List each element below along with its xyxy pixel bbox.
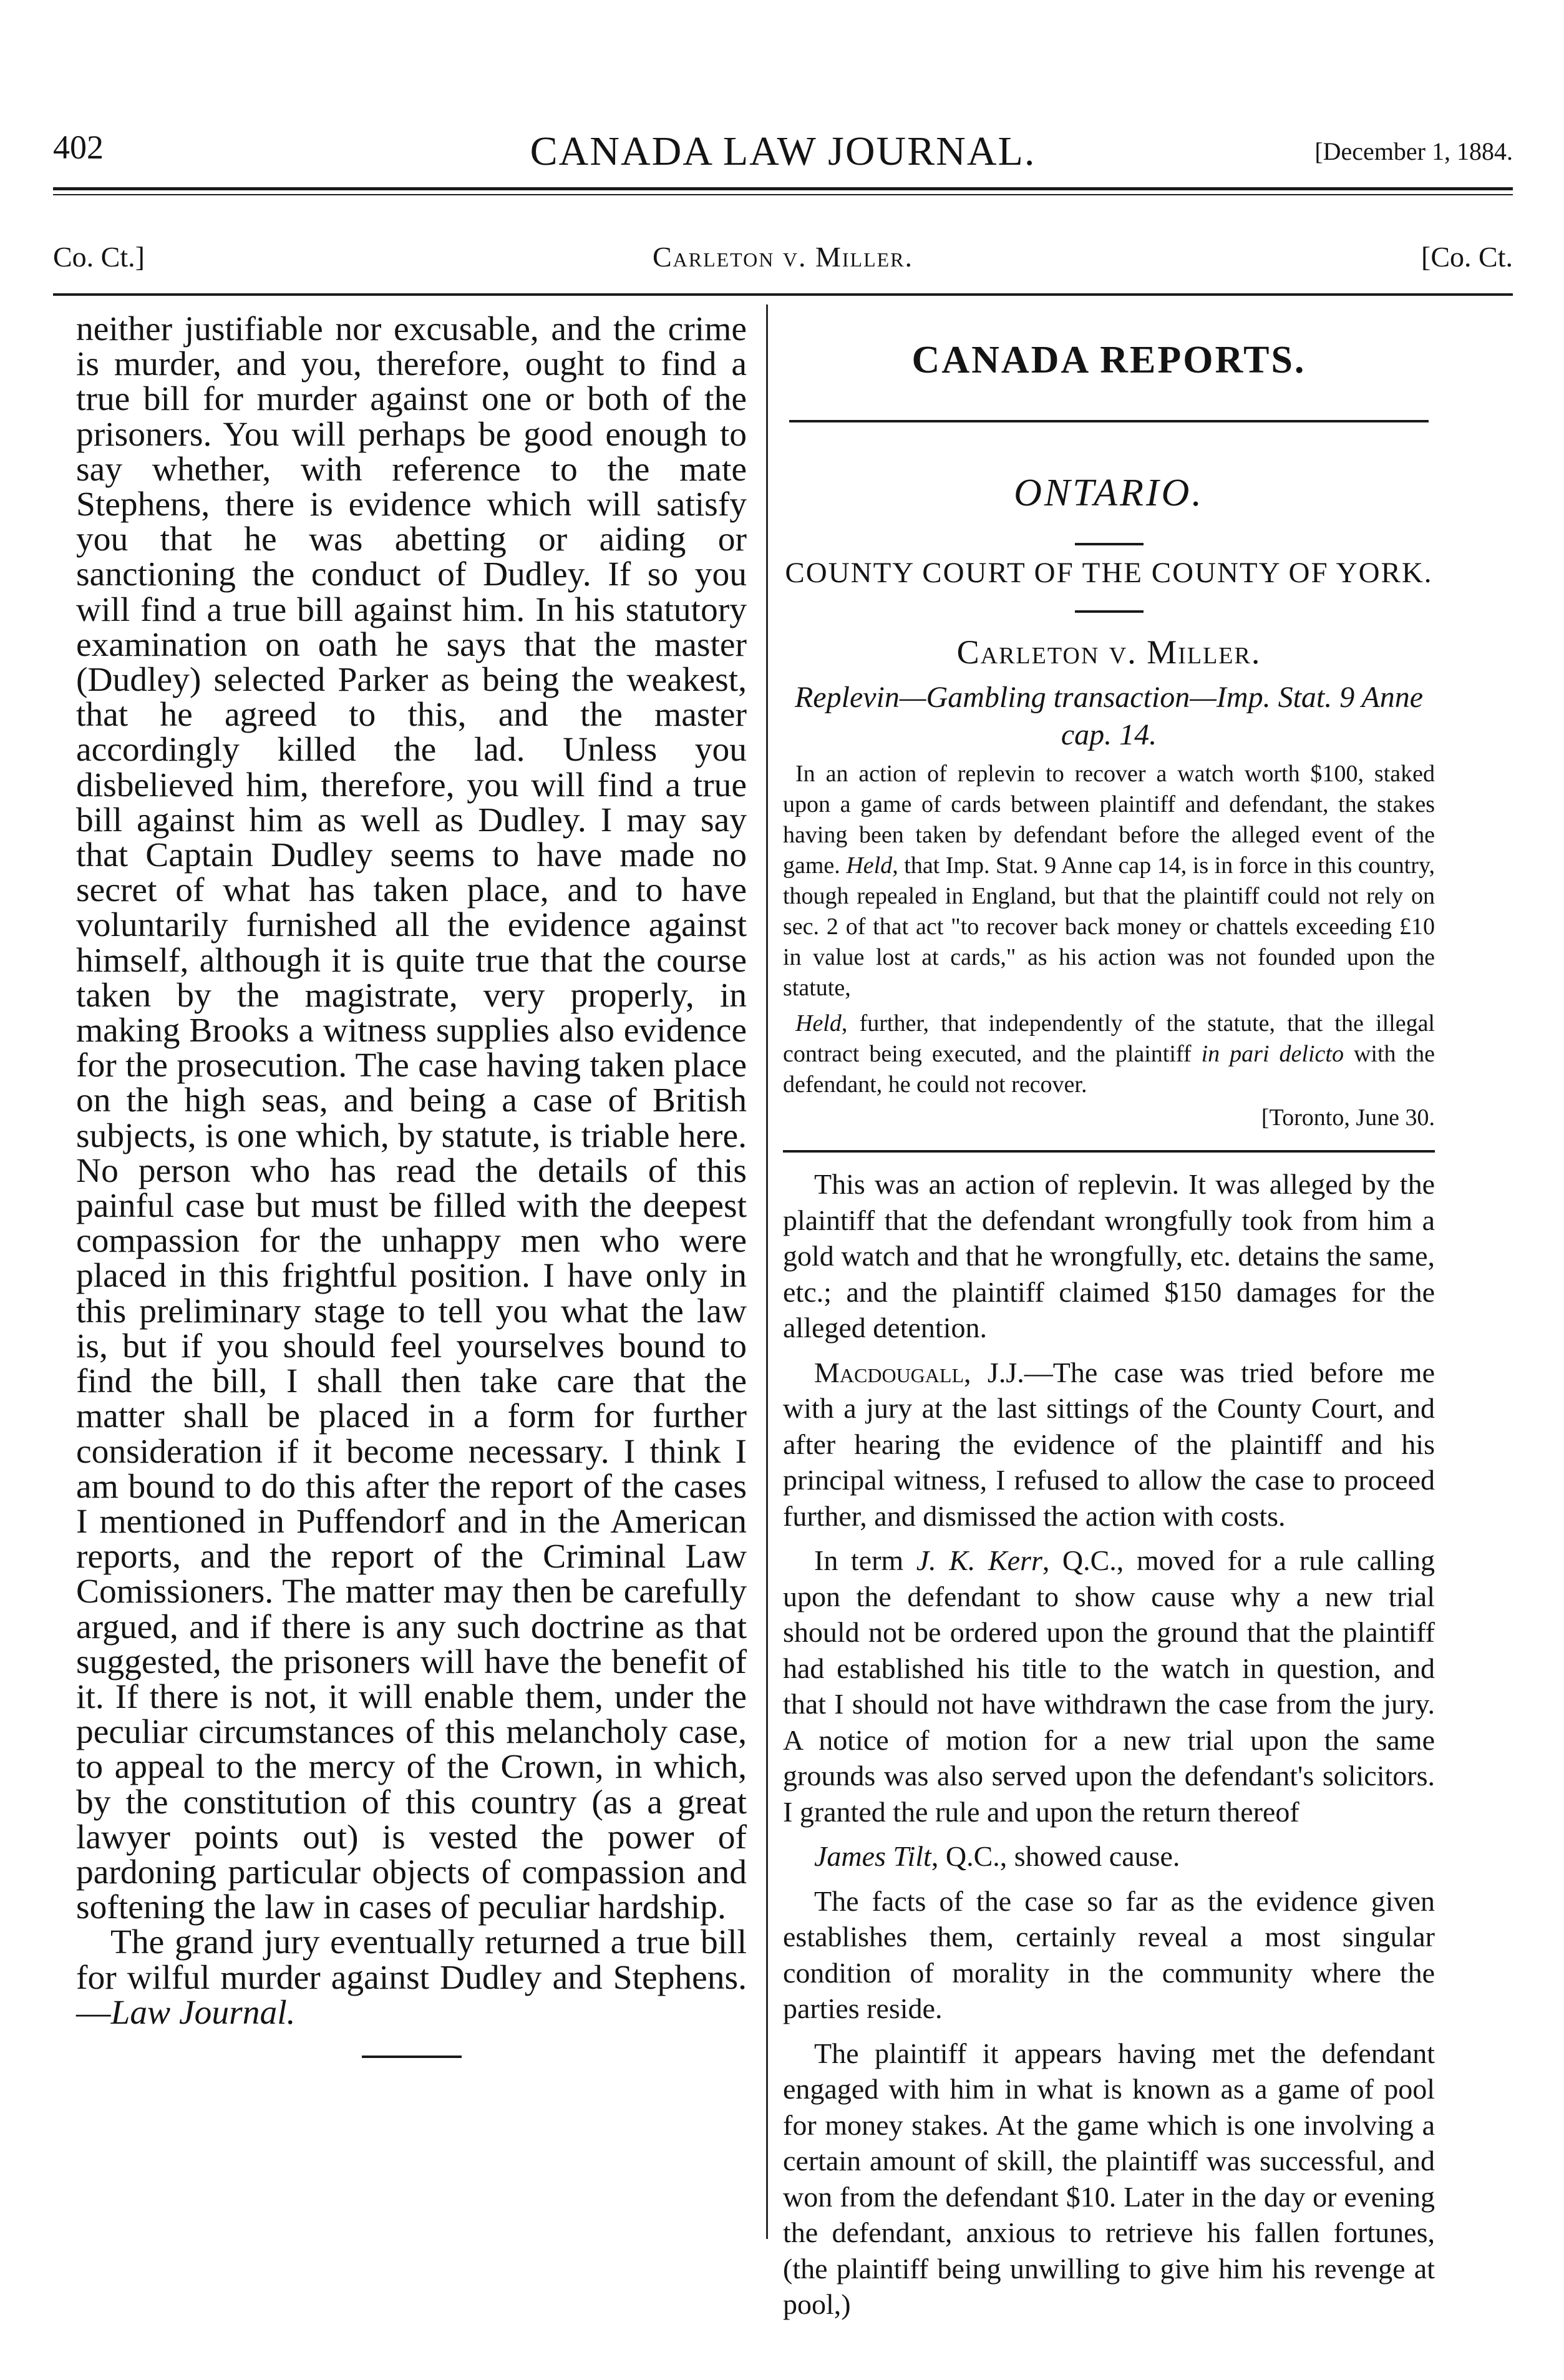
dateline: [Toronto, June 30. (1261, 1105, 1435, 1131)
right-column (783, 312, 1435, 2346)
counsel-name: James Tilt (814, 1840, 931, 1872)
counsel-name: J. K. Kerr (916, 1544, 1042, 1576)
body-paragraph: James Tilt, Q.C., showed cause. (814, 1840, 1180, 1872)
court-abbrev-left: Co. Ct.] (53, 241, 145, 273)
court-heading: COUNTY COURT OF THE COUNTY OF YORK. (785, 557, 1433, 589)
headnote-title: Replevin—Gambling transaction—Imp. Stat. 9 Anne cap. 14. (794, 681, 1423, 751)
body-paragraph: This was an action of replevin. It was alleged by the plaintiff that the defendant wrongfully took from him a gold watch and that he wrongfully, etc. detains the same, etc.; and the plaintiff claimed $150 damages for the alleged detention. (783, 1168, 1435, 1344)
left-column (76, 312, 747, 2265)
court-abbrev-right: [Co. Ct. (1421, 241, 1513, 273)
subheader-rule (53, 293, 1513, 296)
headnote-rule (783, 1150, 1435, 1153)
closing-source: Law Journal. (110, 1993, 296, 2032)
header-rule-thick (53, 187, 1513, 190)
case-name: Carleton v. Miller. (956, 633, 1261, 671)
headnote-paragraph: In an action of replevin to recover a watch worth $100, staked upon a game of cards between plaintiff and defendant, the stakes having been taken by defendant before the alleged event of the game. Held, that Imp. Stat. 9 Anne cap 14, is in force in this country, though repealed in England, but that the plaintiff could not rely on sec. 2 of that act "to recover back money or chattels exceeding £10 in value lost at cards," as his action was not founded upon the statute, (783, 761, 1435, 1001)
short-rule (1075, 543, 1144, 545)
closing-paragraph (76, 1925, 747, 2031)
issue-date: [December 1, 1884. (1314, 137, 1513, 165)
judge-name: Macdougall, J.J. (814, 1356, 1024, 1388)
charge-paragraph: neither justifiable nor excusable, and the crime is murder, and you, therefore, ought to find a true bill for murder against one or both of the prisoners. You will perhaps be good enough to say whether, with reference to the mate Stephens, there is evidence which will satisfy you that he was abetting or aiding or sanctioning the conduct of Dudley. If so you will find a true bill against him. In his statutory examination on oath he says that the master (Dudley) selected Parker as being the weakest, that he agreed to this, and the master accordingly killed the lad. Unless you disbelieved him, therefore, you will find a true bill against him as well as Dudley. I may say that Captain Dudley seems to have made no secret of what has taken place, and to have voluntarily furnished all the evidence against himself, although it is quite true that the course taken by the magistrate, very properly, in making Brooks a witness supplies also evidence for the prosecution. The case having taken place on the high seas, and being a case of British subjects, is one which, by statute, is triable here. No person who has read the details of this painful case but must be filled with the deepest compassion for the unhappy men who were placed in this frightful position. I have only in this preliminary stage to tell you what the law is, but if you should feel yourselves bound to find the bill, I shall then take care that the matter shall be placed in a form for further consideration if it become necessary. I think I am bound to do this after the report of the cases I mentioned in Puffendorf and in the American reports, and the report of the Criminal Law Comissioners. The matter may then be carefully argued, and if there is any such doctrine as that suggested, the prisoners will have the benefit of it. If there is not, it will enable them, under the peculiar circumstances of this melancholy case, to appeal to the mercy of the Crown, in which, by the constitution of this country (as a great lawyer points out) is vested the power of pardoning particular objects of compassion and softening the law in cases of peculiar hardship. (76, 310, 747, 1927)
article-end-rule (362, 2056, 462, 2058)
header-rule-thin (53, 194, 1513, 195)
closing-text: The grand jury eventually returned a true bill for wilful murder against Dudley and Stephens.— (76, 1923, 747, 2032)
case-subheader (53, 240, 1513, 278)
column-divider (766, 305, 768, 2239)
body-paragraph: The plaintiff it appears having met the defendant engaged with him in what is known as a game of pool for money stakes. At the game which is one involving a certain amount of skill, the plaintiff was successful, and won from the defendant $10. Later in the day or evening the defendant, anxious to retrieve his fallen fortunes, (the plaintiff being unwilling to give him his revenge at pool,) (783, 2037, 1435, 2320)
page-number: 402 (53, 129, 104, 166)
body-paragraph: The facts of the case so far as the evidence given establishes them, certainly reveal a most singular condition of morality in the community where the parties reside. (783, 1885, 1435, 2024)
short-rule (1075, 610, 1144, 613)
running-header (53, 128, 1513, 178)
section-title: CANADA REPORTS. (911, 339, 1306, 381)
body-paragraph: Macdougall, J.J.—The case was tried before me with a jury at the last sittings of the County Court, and after hearing the evidence of the plaintiff and his principal witness, I refused to allow the case to proceed further, and dismissed the action with costs. (783, 1356, 1435, 1532)
case-running-title: Carleton v. Miller. (652, 241, 914, 273)
province-heading: ONTARIO. (1014, 472, 1204, 514)
journal-title: CANADA LAW JOURNAL. (530, 129, 1036, 174)
headnote-paragraph: Held, further, that independently of the statute, that the illegal contract being executed, and the plaintiff in pari delicto with the defendant, he could not recover. (783, 1010, 1435, 1098)
body-paragraph: In term J. K. Kerr, Q.C., moved for a rule calling upon the defendant to show cause why a new trial should not be ordered upon the ground that the plaintiff had established his title to the watch in question, and that I should not have withdrawn the case from the jury. A notice of motion for a new trial upon the same grounds was also served upon the defendant's solicitors. I granted the rule and upon the return thereof (783, 1544, 1435, 1828)
section-rule (789, 420, 1429, 422)
